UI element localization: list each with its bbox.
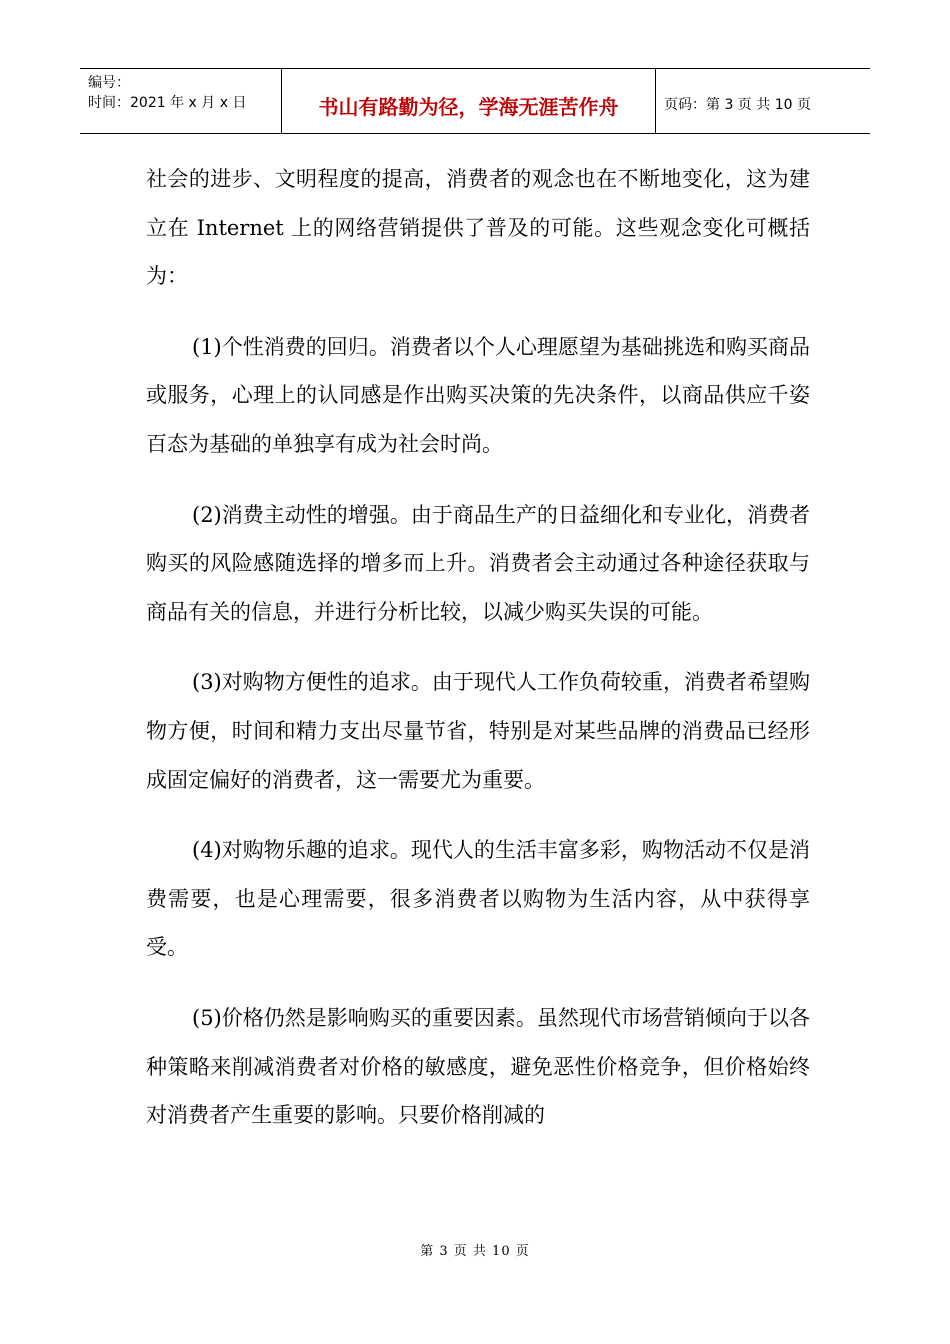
header-date-label: 时间：2021 年 x 月 x 日 — [88, 95, 247, 111]
paragraph-item-1: (1)个性消费的回归。消费者以个人心理愿望为基础挑选和购买商品或服务，心理上的认同感是作出购买决策的先决条件，以商品供应千姿百态为基础的单独享有成为社会时尚。 — [146, 334, 810, 456]
paragraph-item-4: (4)对购物乐趣的追求。现代人的生活丰富多彩，购物活动不仅是消费需要，也是心理需要，很多消费者以购物为生活内容，从中获得享受。 — [146, 838, 810, 960]
paragraph-item-5: (5)价格仍然是影响购买的重要因素。虽然现代市场营销倾向于以各种策略来削减消费者对价格的敏感度，避免恶性价格竞争，但价格始终对消费者产生重要的影响。只要价格削减的 — [146, 1005, 810, 1128]
page-header — [80, 68, 870, 134]
paragraph-intro: 社会的进步、文明程度的提高，消费者的观念也在不断地变化，这为建立在 Internet 上的网络营销提供了普及的可能。这些观念变化可概括为： — [146, 167, 810, 289]
header-page-info: 页码：第 3 页 共 10 页 — [664, 97, 811, 113]
header-number-label: 编号： — [88, 75, 130, 91]
paragraph-item-3: (3)对购物方便性的追求。由于现代人工作负荷较重，消费者希望购物方便，时间和精力支出尽量节省，特别是对某些品牌的消费品已经形成固定偏好的消费者，这一需要尤为重要。 — [146, 670, 810, 792]
paragraph-item-2: (2)消费主动性的增强。由于商品生产的日益细化和专业化，消费者购买的风险感随选择的增多而上升。消费者会主动通过各种途径获取与商品有关的信息，并进行分析比较，以减少购买失误的可能。 — [146, 502, 810, 624]
header-meta — [80, 69, 282, 133]
header-motto: 书山有路勤为径，学海无涯苦作舟 — [282, 69, 656, 133]
document-body — [146, 155, 810, 1162]
page-footer: 第 3 页 共 10 页 — [420, 1244, 530, 1259]
